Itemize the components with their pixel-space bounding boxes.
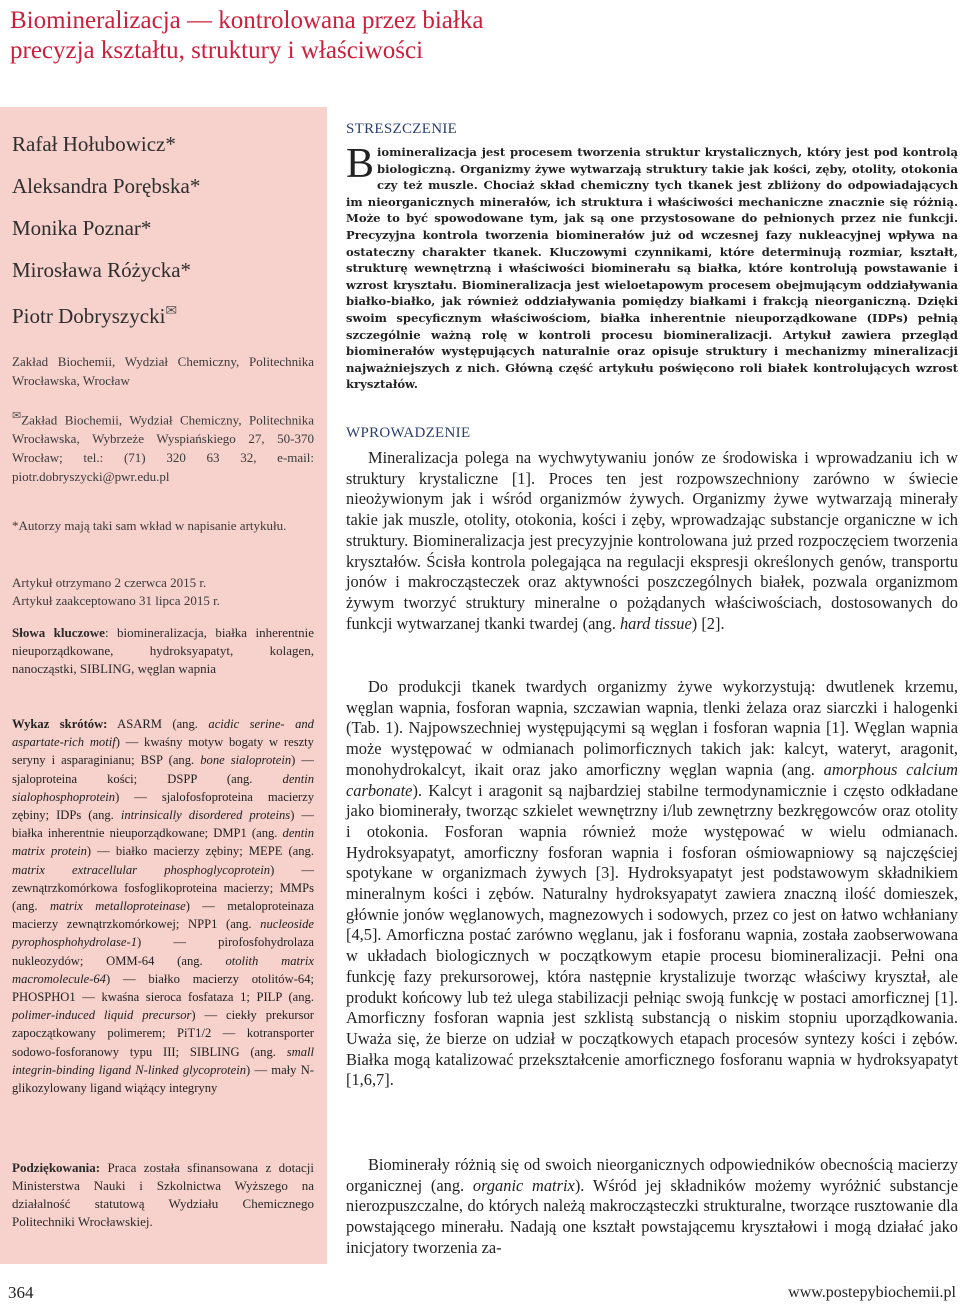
acknowledgements: Podziękowania: Praca została sfinansowana z dotacji Ministerstwa Nauki i Szkolnictwa Wyższego na działalność statutową Wydziału Chemicznego Politechniki Wrocławskiej. [12,1160,314,1229]
dropcap: B [346,141,375,187]
accepted-date: Artykuł zaakceptowano 31 lipca 2015 r. [12,593,220,608]
author-5: Piotr Dobryszycki✉ [12,304,178,328]
abstract-heading: STRESZCZENIE [346,121,458,137]
intro-heading: WPROWADZENIE [346,425,471,441]
author-2: Aleksandra Porębska* [12,174,201,198]
abbreviations: Wykaz skrótów: ASARM (ang. acidic serine- and aspartate-rich motif) — kwaśny motyw bogaty w reszty seryny i asparaginianu; BSP (ang. bone sialoprotein) — sjaloproteina kości; DSPP (ang. dentin sialophosphoprotein) — sjalofosfoproteina macierzy zębiny; IDPs (ang. intrinsically disordered proteins) — białka inherentnie nieuporządkowane; DMP1 (ang. dentin matrix protein) — białko macierzy zębiny; MEPE (ang. matrix extracellular phosphoglycoprotein) — zewnątrzkomórkowa fosfoglikoproteina macierzy; MMPs (ang. matrix metalloproteinase) — metaloproteinaza macierzy zewnątrzkomórkowej; NPP1 (ang. nucleoside pyrophosphohydrolase-1) — pirofosfohydrolaza nukleozydów; OMM-64 (ang. otolith matrix macromolecule-64) — białko macierzy otolitów-64; PHOSPHO1 — kwaśna sieroca fosfataza 1; PILP (ang. polimer-induced liquid precursor) — ciekły prekursor zapoczątkowany polimerem; PiT1/2 — kotransporter sodowo-fosforanowy typu III; SIBLING (ang. small integrin-binding ligand N-linked glycoprotein) — mały N-glikozylowany ligand wiążący integryny [12,717,315,1096]
equal-contribution-note: *Autorzy mają taki sam wkład w napisanie artykułu. [12,518,287,533]
received-date: Artykuł otrzymano 2 czerwca 2015 r. [12,575,207,590]
intro-paragraph-2: Do produkcji tkanek twardych organizmy żywe wykorzystują: dwutlenek krzemu, węglan wapnia, fosforan wapnia, szczawian wapnia, tlenki żelaza oraz siarczki i halogenki (Tab. 1). Najpowszechniej występującymi są węglan i fosforan wapnia [1]. Węglan wapnia może występować w odmianach polimorficznych takich jak: kalcyt, wateryt, aragonit, monohydrokalcyt, ikait oraz jako amorficzny węglan wapnia (ang. amorphous calcium carbonate). Kalcyt i aragonit są najbardziej stabilne termodynamicznie i często odkładane jako biominerały, tworząc szkielet wewnętrzny i/lub zewnętrzny bezkręgowców oraz otolity i otokonia. Fosforan wapnia również może występować w wielu odmianach. Hydroksyapatyt, amorficzny fosforan wapnia i fosforan ośmiowapniowy są najczęściej spotykane w organizmach żywych [3]. Hydroksyapatyt jest podstawowym składnikiem mineralnym kości i zębów. Naturalny hydroksyapatyt zawiera znaczną ilość domieszek, głównie jonów węglanowych, magnezowych i sodowych, przez co jest on łatwo wchłaniany [4,5]. Amorficzna postać zarówno węglanu, jak i fosforanu wapnia, została zaobserwowana w układach biologicznych w początkowym etapie procesu biomineralizacji. Pełni ona funkcję fazy prekursorowej, która następnie krystalizuje tworząc właściwy kryształ, ale produkt końcowy lub też ulega stabilizacji pełniąc swoją funkcję w postaci amorficznej [1]. Amorficzny fosforan wapnia jest szklistą substancją o niskim stopniu uporządkowania. Uważa się, że bierze on udział w początkowych etapach procesów syntezy kości i zębów. Białka mogą katalizować przekształcenie amorficznego fosforanu wapnia w hydroksyapatyt [1,6,7]. [346,677,959,1090]
abstract: Biomineralizacja jest procesem tworzenia struktur krystalicznych, który jest pod kontrolą biologiczną. Organizmy żywe wytwarzają struktury takie jak kości, zęby, otolity, otokonia czy też muszle. Chociaż skład chemiczny tych tkanek jest zbliżony do odpowiadających im nieorganicznych minerałów, ich struktura i właściwości mechaniczne znacznie się różnią. Może to być spowodowane tym, jak są one przystosowane do pełnionych przez nie funkcji. Precyzyjna kontrola tworzenia biominerałów już od wczesnej fazy nukleacyjnej wpływa na ostateczny charakter tkanek. Kluczowymi czynnikami, które determinują rozmiar, kształt, strukturę wewnętrzną i właściwości biominerału są białka, które kontrolują powstawanie i wzrost kryształu. Biomineralizacja jest wieloetapowym procesem obejmującym oddziaływania białko-białko, jak również oddziaływania pomiędzy białkami i frakcją nieorganiczną. Dzięki swoim specyficznym właściwościom, białka inherentnie nieuporządkowane (IDPs) pełnią szczególnie ważną rolę w kontroli procesu biomineralizacji. Artykuł zawiera przegląd biominerałów występujących naturalnie oraz opisuje struktury i mechanizmy mineralizacji najważniejszych z nich. Główną część artykułu poświęcono roli białek kontrolujących wzrost kryształów. [346,141,958,392]
affiliation-2: ✉Zakład Biochemii, Wydział Chemiczny, Politechnika Wrocławska, Wybrzeże Wyspiańskiego 27, 50-370 Wrocław; tel.: (71) 320 63 32, e-mail: piotr.dobryszycki@pwr.edu.pl [12,410,314,485]
envelope-icon: ✉ [12,410,22,422]
keywords: Słowa kluczowe: biomineralizacja, białka inherentnie nieuporządkowane, hydroksyapatyt, kolagen, nanocząstki, SIBLING, węglan wapnia [12,625,314,676]
affiliation-1: Zakład Biochemii, Wydział Chemiczny, Politechnika Wrocławska, Wrocław [12,354,314,388]
sidebar [0,107,327,1264]
journal-website[interactable]: www.postepybiochemii.pl [788,1284,956,1301]
page-header [0,0,960,80]
author-3: Monika Poznar* [12,216,152,240]
author-1: Rafał Hołubowicz* [12,132,176,156]
page-number: 364 [8,1283,34,1302]
envelope-icon: ✉ [165,304,178,319]
intro-paragraph-3: Biominerały różnią się od swoich nieorganicznych odpowiedników obecnością macierzy organicznej (ang. organic matrix). Wśród jej składników możemy wyróżnić substancje nierozpuszczalne, do których należą makrocząsteczki strukturalne, tworzące rusztowanie dla powstającego minerału. Nadają one kształt powstającemu kryształowi i mogą działać jako inicjatory tworzenia za- [346,1155,958,1257]
article-title: Biomineralizacja — kontrolowana przez białka precyzja kształtu, struktury i właściwości [10,7,484,64]
intro-paragraph-1: Mineralizacja polega na wychwytywaniu jonów ze środowiska i wprowadzaniu ich w struktury krystaliczne [1]. Proces ten jest rozpowszechniony zarówno w świecie nieożywionym jak i wśród organizmów żywych. Organizmy żywe wytwarzają minerały takie jak muszle, otolity, otokonia, kości i zęby, wprowadzając substancje organiczne w ich struktury. Biomineralizacja jest precyzyjnie kontrolowana już przed rozpoczęciem tworzenia kryształów. Ścisła kontrola polegająca na regulacji ekspresji określonych genów, transportu jonów i makrocząsteczek oraz aktywności poszczególnych białek, pozwala organizmom żywym tworzyć struktury mineralne o pożądanych właściwościach, dostosowanych do funkcji wytwarzanej tkanki twardej (ang. hard tissue) [2]. [346,448,958,633]
author-4: Mirosława Różycka* [12,258,192,282]
